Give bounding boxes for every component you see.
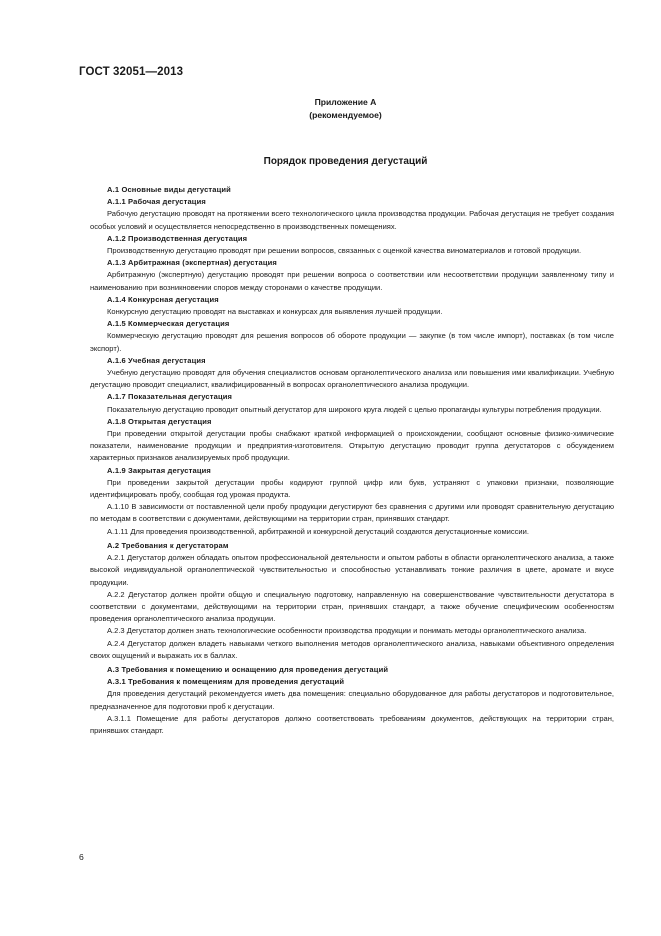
page-title: Порядок проведения дегустаций (263, 156, 428, 167)
paragraph-a311: А.3.1.1 Помещение для работы дегустаторов должно соответствовать требованиям документов, действующих на территории стран, принявших стандарт. (90, 713, 614, 735)
paragraph-a16: Учебную дегустацию проводят для обучения специалистов основам органолептического анализа или повышения ими квалификации. Учебную дегустацию проводит специалист, квалифицированный в вопросах органолептического анализа продукции. (90, 368, 614, 390)
subsection-heading-a16: А.1.6 Учебная дегустация (107, 355, 206, 365)
subsection-heading-a19: А.1.9 Закрытая дегустация (107, 465, 211, 475)
paragraph-a111: А.1.11 Для проведения производственной, арбитражной и конкурсной дегустаций создаются дегустационные комиссии. (107, 526, 529, 536)
subsection-heading-a11: А.1.1 Рабочая дегустация (107, 197, 206, 207)
annex-header (0, 96, 661, 122)
subsection-heading-a31: А.3.1 Требования к помещениям для проведения дегустаций (107, 677, 345, 687)
annex-label: Приложение А (314, 97, 377, 107)
section-heading-a1: А.1 Основные виды дегустаций (107, 185, 231, 194)
paragraph-a11: Рабочую дегустацию проводят на протяжении всего технологического цикла производства продукции. Рабочая дегустация не требует создания особых условий и осуществляется непосредственно в производственных помещениях. (90, 209, 614, 231)
paragraph-a19: При проведении закрытой дегустации пробы кодируют группой цифр или букв, устраняют с упаковки признаки, позволяющие идентифицировать пробу, сообщая год урожая продукта. (90, 477, 614, 500)
paragraph-a15: Коммерческую дегустацию проводят для решения вопросов об обороте продукции — закупке (в том числе импорт), поставках (в том числе экспорт). (90, 331, 614, 353)
paragraph-a110: А.1.10 В зависимости от поставленной цели пробу продукции дегустируют без сравнения с другими или проводят сравнительную дегустацию по методам в соответствии с документами, действующими на территории стран, принявших стандарт. (90, 502, 614, 524)
paragraph-a31: Для проведения дегустаций рекомендуется иметь два помещения: специально оборудованное для работы дегустаторов и подготовительное, предназначенное для подготовки проб к дегустации. (90, 689, 614, 711)
subsection-heading-a14: А.1.4 Конкурсная дегустация (107, 294, 219, 304)
subsection-heading-a17: А.1.7 Показательная дегустация (107, 392, 233, 402)
paragraph-a17: Показательную дегустацию проводит опытный дегустатор для широкого круга людей с целью пропаганды культуры потребления продукции. (107, 404, 602, 414)
subsection-heading-a13: А.1.3 Арбитражная (экспертная) дегустация (107, 258, 277, 268)
subsection-heading-a18: А.1.8 Открытая дегустация (107, 416, 212, 426)
paragraph-a18: При проведении открытой дегустации пробы снабжают краткой информацией о происхождении, сообщают основные физико-химические показатели, наименование продукции и предприятия-изготовителя. Открытую дегустацию проводит группа дегустаторов с обсуждением характерных признаков анализируемых проб продукции. (90, 429, 614, 463)
paragraph-a21: А.2.1 Дегустатор должен обладать опытом профессиональной деятельности и опытом работы в области органолептического анализа, а также высокой индивидуальной органолептической чувствительностью и способностью устанавливать тонкие различия в цвете, аромате и вкусе продукции. (90, 553, 614, 587)
subsection-heading-a15: А.1.5 Коммерческая дегустация (107, 319, 230, 329)
paragraph-a13: Арбитражную (экспертную) дегустацию проводят при решении вопроса о соответствии или несоответствии продукции заявленному типу и наименованию при возникновении споров между сторонами о качестве продукции. (90, 270, 614, 292)
document-body (90, 184, 614, 737)
section-heading-a2: А.2 Требования к дегустаторам (107, 540, 229, 550)
section-heading-a3: А.3 Требования к помещению и оснащению для проведения дегустаций (107, 664, 389, 674)
paragraph-a22: А.2.2 Дегустатор должен пройти общую и специальную подготовку, направленную на совершенствование чувствительности дегустатора в соответствии с документами, действующими на территории стран, принявших стандарт, а также обучение специфическим особенностям проведения органолептического анализа продукции. (90, 589, 614, 624)
standard-code: ГОСТ 32051—2013 (79, 66, 184, 78)
paragraph-a14: Конкурсную дегустацию проводят на выставках и конкурсах для выявления лучшей продукции. (107, 307, 443, 317)
annex-status: (рекомендуемое) (309, 110, 382, 120)
paragraph-a23: А.2.3 Дегустатор должен знать технологические особенности производства продукции и понимать методы органолептического анализа. (107, 626, 587, 636)
paragraph-a12: Производственную дегустацию проводят при решении вопросов, связанных с оценкой качества виноматериалов и готовой продукции. (107, 246, 582, 256)
paragraph-a24: А.2.4 Дегустатор должен владеть навыками четкого выполнения методов органолептического анализа, навыками объективного определения своих ощущений и выражать их в баллах. (90, 638, 614, 660)
subsection-heading-a12: А.1.2 Производственная дегустация (107, 233, 248, 243)
page-number: 6 (79, 852, 84, 862)
